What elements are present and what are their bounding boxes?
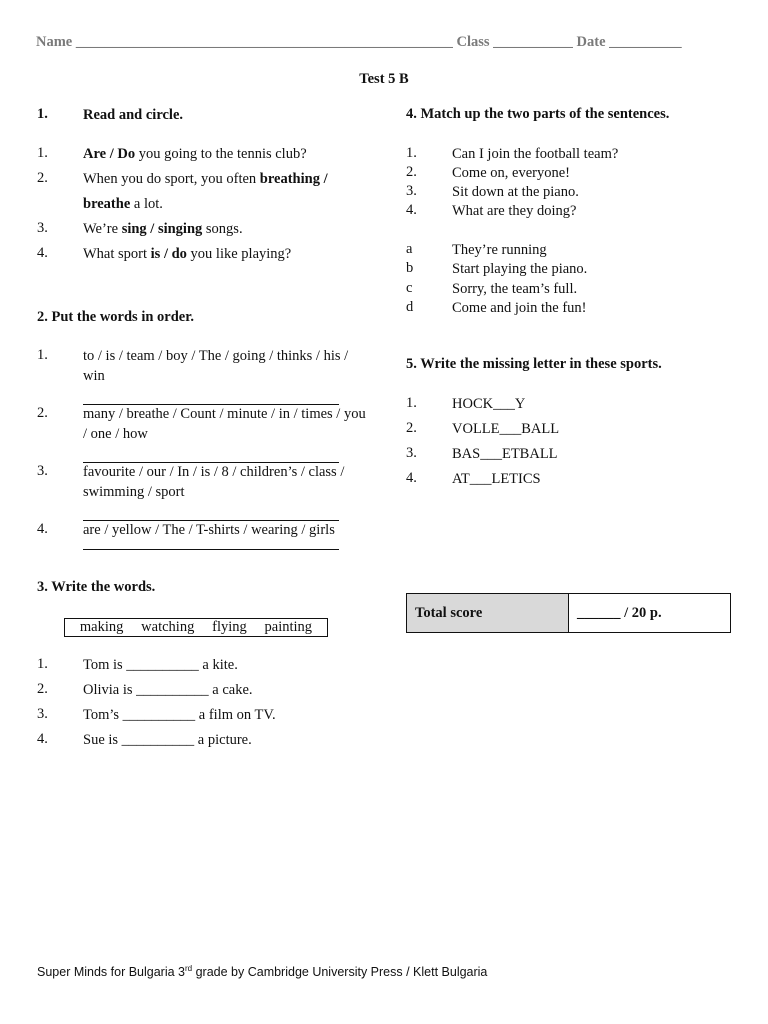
word-bank-item: painting: [264, 619, 313, 635]
rich-text: [83, 220, 367, 240]
student-info-line: [36, 34, 736, 51]
answer-line[interactable]: [83, 386, 339, 405]
section-2-list: 1. to / is / team / boy / The / going / thinks / his / win 2. many / breathe / Count / minute / in / times / you / one / how 3. favourite / our / In / is / 8 / children’s / class / swimming / sport 4. are / yellow / The / T-shirts / wearing / girls: [37, 347, 367, 562]
sentence-text: What sport: [83, 246, 151, 262]
name-blank: ____________________________________________________: [75, 34, 453, 50]
section-1-title: Read and circle.: [83, 107, 184, 123]
section-3-title: 3. Write the words.: [37, 579, 156, 595]
sentence-text: songs.: [202, 221, 243, 237]
section-1-list: 1. Are / Do you going to the tennis club? 2. When you do sport, you often breathing / breathe a lot. 3. We’re sing / singing songs. 4. What sport is / do you like playing?: [37, 145, 367, 275]
name-label: Name: [36, 34, 73, 50]
choice-options[interactable]: Are / Do: [83, 146, 136, 162]
total-score-label: Total score: [407, 594, 569, 632]
section-4-answers: a They’re running b Start playing the piano. c Sorry, the team’s full. d Come and join the fun!: [406, 241, 588, 316]
choice-options[interactable]: sing / singing: [121, 221, 203, 237]
section-2-title: 2. Put the words in order.: [37, 309, 194, 325]
section-5-list: 1. HOCK___Y 2. VOLLE___BALL 3. BAS___ETBALL 4. AT___LETICS: [406, 395, 560, 487]
sentence-text: When you do sport, you often: [83, 171, 260, 187]
page-title: Test 5 B: [359, 71, 409, 87]
choice-options[interactable]: breathing / breathe: [83, 171, 328, 212]
section-4-title: 4. Match up the two parts of the sentences.: [406, 106, 670, 122]
date-label: Date: [576, 34, 606, 50]
section-4-questions: 1. Can I join the football team? 2. Come on, everyone! 3. Sit down at the piano. 4. What are they doing?: [406, 145, 619, 219]
rich-text: [83, 167, 367, 217]
word-bank-item: making: [79, 619, 124, 635]
section-3-list: 1. Tom is __________ a kite. 2. Olivia is __________ a cake. 3. Tom’s __________ a film on TV. 4. Sue is __________ a picture.: [37, 656, 276, 748]
word-bank-item: watching: [141, 619, 195, 635]
class-label: Class: [456, 34, 490, 50]
answer-line[interactable]: [83, 444, 339, 463]
sentence-text: We’re: [83, 221, 122, 237]
rich-text: [83, 145, 367, 165]
sentence-text: you like playing?: [186, 246, 292, 262]
date-blank: __________: [609, 34, 682, 50]
word-bank-item: flying: [212, 619, 247, 635]
sentence-text: a lot.: [130, 196, 163, 212]
section-5-title: 5. Write the missing letter in these sports.: [406, 356, 662, 372]
class-blank: ___________: [493, 34, 573, 50]
score-table: [406, 593, 731, 633]
sentence-text: you going to the tennis club?: [135, 146, 307, 162]
page-footer: Super Minds for Bulgaria 3rd grade by Cambridge University Press / Klett Bulgaria: [37, 964, 488, 980]
rich-text: [83, 245, 367, 265]
word-bank: [64, 618, 328, 637]
answer-line[interactable]: [83, 502, 339, 521]
total-score-value[interactable]: ______ / 20 p.: [577, 604, 662, 621]
answer-line[interactable]: [83, 541, 339, 550]
section-1-number: 1.: [37, 106, 48, 122]
choice-options[interactable]: is / do: [150, 246, 187, 262]
